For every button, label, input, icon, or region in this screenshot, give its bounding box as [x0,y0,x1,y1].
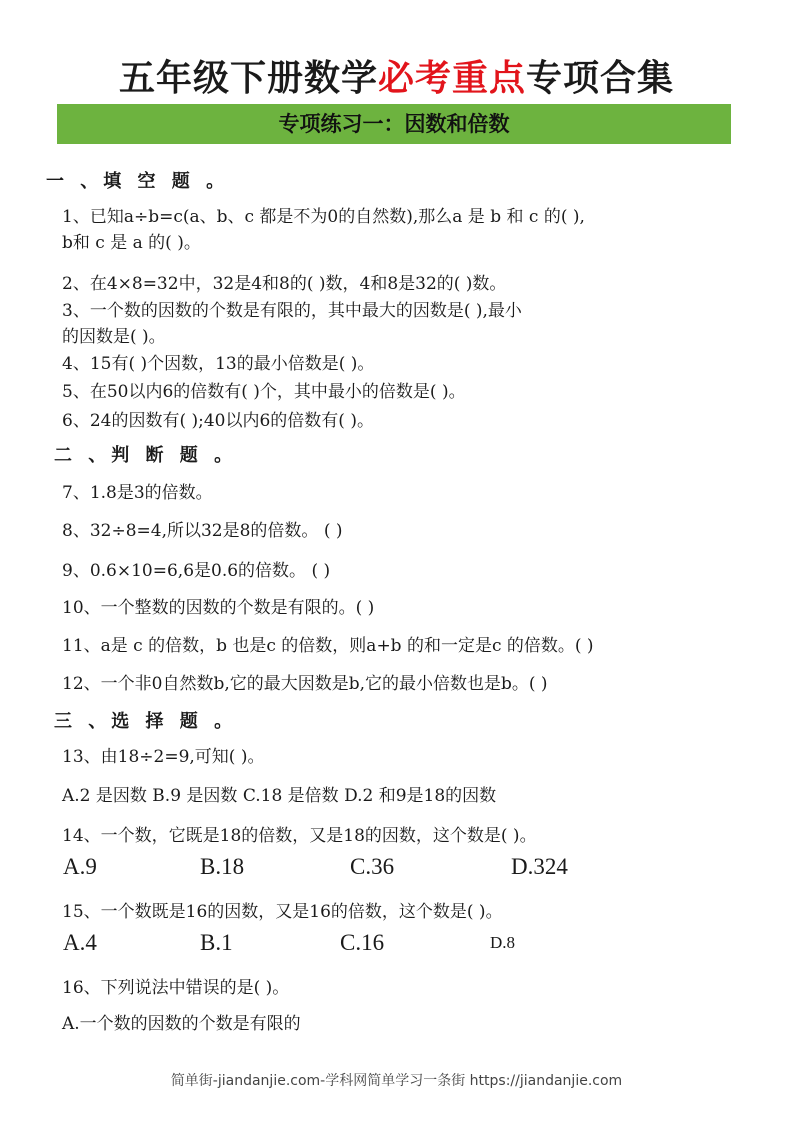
question-9: 9、0.6×10=6,6是0.6的倍数。 ( ) [62,561,331,581]
page-title: 五年级下册数学必考重点专项合集 [118,58,675,99]
question-3-line-2: 的因数是( )。 [62,327,166,347]
question-1-line-2: b和 c 是 a 的( )。 [62,233,201,253]
option-c: C.36 [350,854,395,879]
question-11: 11、a是 c 的倍数，b 也是c 的倍数，则a+b 的和一定是c 的倍数。( ) [62,636,594,656]
option-d: D.324 [511,854,568,879]
option-b: B.1 [200,930,233,955]
question-14: 14、一个数，它既是18的倍数，又是18的因数，这个数是( )。 [62,826,537,846]
question-12: 12、一个非0自然数b,它的最大因数是b,它的最小倍数也是b。( ) [62,674,548,694]
question-16: 16、下列说法中错误的是( )。 [62,978,290,998]
question-3-line-1: 3、一个数的因数的个数是有限的，其中最大的因数是( ),最小 [62,301,522,321]
option-a: A.4 [63,930,97,955]
question-10: 10、一个整数的因数的个数是有限的。( ) [62,598,375,618]
question-5: 5、在50以内6的倍数有( )个，其中最小的倍数是( )。 [62,382,466,402]
question-1-line-1: 1、已知a÷b=c(a、b、c 都是不为0的自然数),那么a 是 b 和 c 的( ), [62,207,585,227]
section-heading-multiple-choice: 三 、选 择 题 。 [54,711,238,732]
question-4: 4、15有( )个因数，13的最小倍数是( )。 [62,354,375,374]
question-14-options [0,854,793,884]
option-d: D.8 [490,933,516,952]
section-heading-true-false: 二 、判 断 题 。 [54,445,238,466]
page-footer: 简单街-jiandanjie.com-学科网简单学习一条街 https://jiandanjie.com [170,1073,623,1089]
question-13-options: A.2 是因数 B.9 是因数 C.18 是倍数 D.2 和9是18的因数 [62,786,497,806]
section-banner: 专项练习一：因数和倍数 [57,104,731,144]
question-2: 2、在4×8=32中，32是4和8的( )数，4和8是32的( )数。 [62,274,507,294]
option-c: C.16 [340,930,385,955]
question-15: 15、一个数既是16的因数，又是16的倍数，这个数是( )。 [62,902,503,922]
question-13: 13、由18÷2=9,可知( )。 [62,747,265,767]
section-heading-fill-blank: 一 、填 空 题 。 [46,171,230,192]
option-a: A.9 [63,854,97,879]
question-8: 8、32÷8=4,所以32是8的倍数。 ( ) [62,521,343,541]
question-7: 7、1.8是3的倍数。 [62,483,213,503]
question-6: 6、24的因数有( );40以内6的倍数有( )。 [62,411,374,431]
option-b: B.18 [200,854,245,879]
title-highlight: 必考重点 [377,58,526,99]
question-15-options [0,930,793,960]
question-16-option-a: A.一个数的因数的个数是有限的 [62,1014,301,1034]
